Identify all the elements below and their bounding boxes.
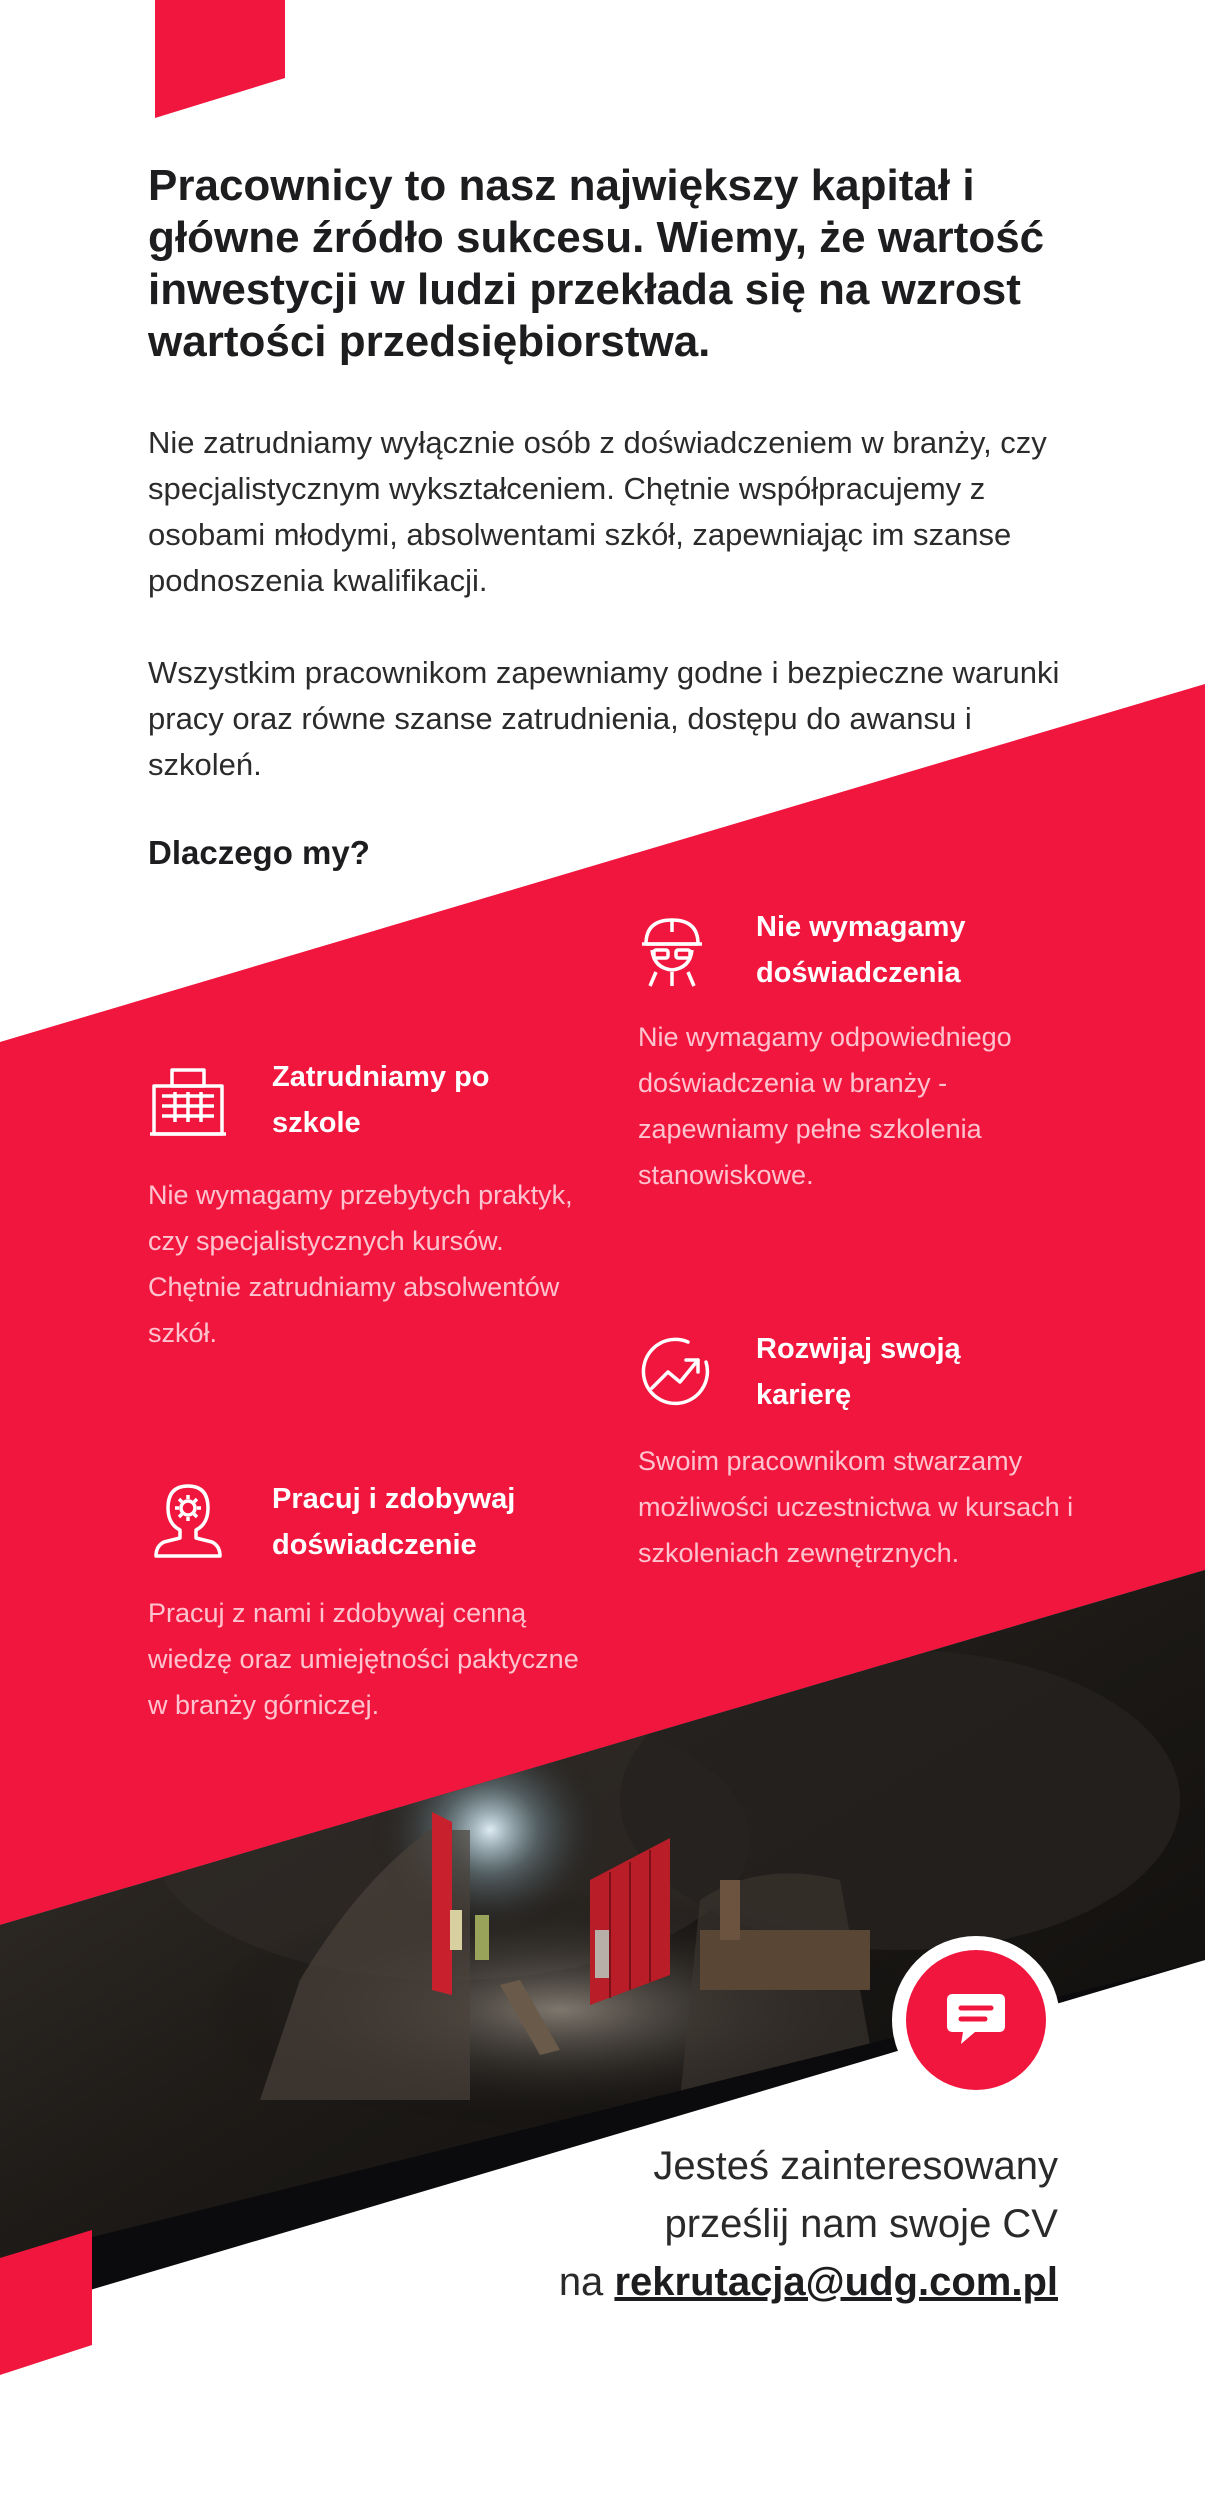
career-growth-icon bbox=[636, 1332, 716, 1412]
contact-line-2: prześlij nam swoje CV bbox=[664, 2202, 1058, 2246]
feature-description: Swoim pracownikom stwarzamy możliwości uczestnictwa w kursach i szkoleniach zewnętrznych. bbox=[638, 1446, 1074, 1568]
why-us-heading: Dlaczego my? bbox=[148, 834, 370, 871]
contact-line-3 bbox=[358, 2252, 1058, 2312]
chat-button[interactable] bbox=[892, 1936, 1060, 2104]
school-building-icon bbox=[148, 1062, 228, 1142]
intro-headline: Pracownicy to nasz największy kapitał i główne źródło sukcesu. Wiemy, że wartość inwestycji w ludzi przekłada się na wzrost wartości przedsiębiorstwa. bbox=[148, 161, 1045, 366]
feature-title: Zatrudniamy po szkole bbox=[272, 1061, 490, 1139]
feature-description: Pracuj z nami i zdobywaj cenną wiedzę oraz umiejętności paktyczne w branży górniczej. bbox=[148, 1598, 579, 1720]
worker-gear-icon bbox=[148, 1480, 228, 1560]
intro-paragraph-1: Nie zatrudniamy wyłącznie osób z doświadczeniem w branży, czy specjalistycznym wykształceniem. Chętnie współpracujemy z osobami młodymi, absolwentami szkół, zapewniając im szanse podnoszenia kwalifikacji. bbox=[148, 425, 1047, 598]
contact-prefix: na bbox=[558, 2260, 604, 2304]
top-accent-shape bbox=[155, 0, 285, 118]
hard-hat-worker-icon bbox=[632, 910, 712, 990]
intro-paragraph-2: Wszystkim pracownikom zapewniamy godne i bezpieczne warunki pracy oraz równe szanse zatrudnienia, dostępu do awansu i szkoleń. bbox=[148, 655, 1060, 782]
chat-bubble-icon bbox=[945, 1992, 1007, 2048]
feature-title: Pracuj i zdobywaj doświadczenie bbox=[272, 1483, 516, 1561]
feature-description: Nie wymagamy odpowiedniego doświadczenia w branży - zapewniamy pełne szkolenia stanowiskowe. bbox=[638, 1022, 1012, 1190]
feature-title: Nie wymagamy doświadczenia bbox=[756, 911, 966, 989]
feature-description: Nie wymagamy przebytych praktyk, czy specjalistycznych kursów. Chętnie zatrudniamy absolwentów szkół. bbox=[148, 1180, 573, 1348]
feature-title: Rozwijaj swoją karierę bbox=[756, 1333, 961, 1411]
email-link[interactable]: rekrutacja@udg.com.pl bbox=[614, 2260, 1058, 2304]
contact-line-1: Jesteś zainteresowany bbox=[653, 2144, 1058, 2188]
